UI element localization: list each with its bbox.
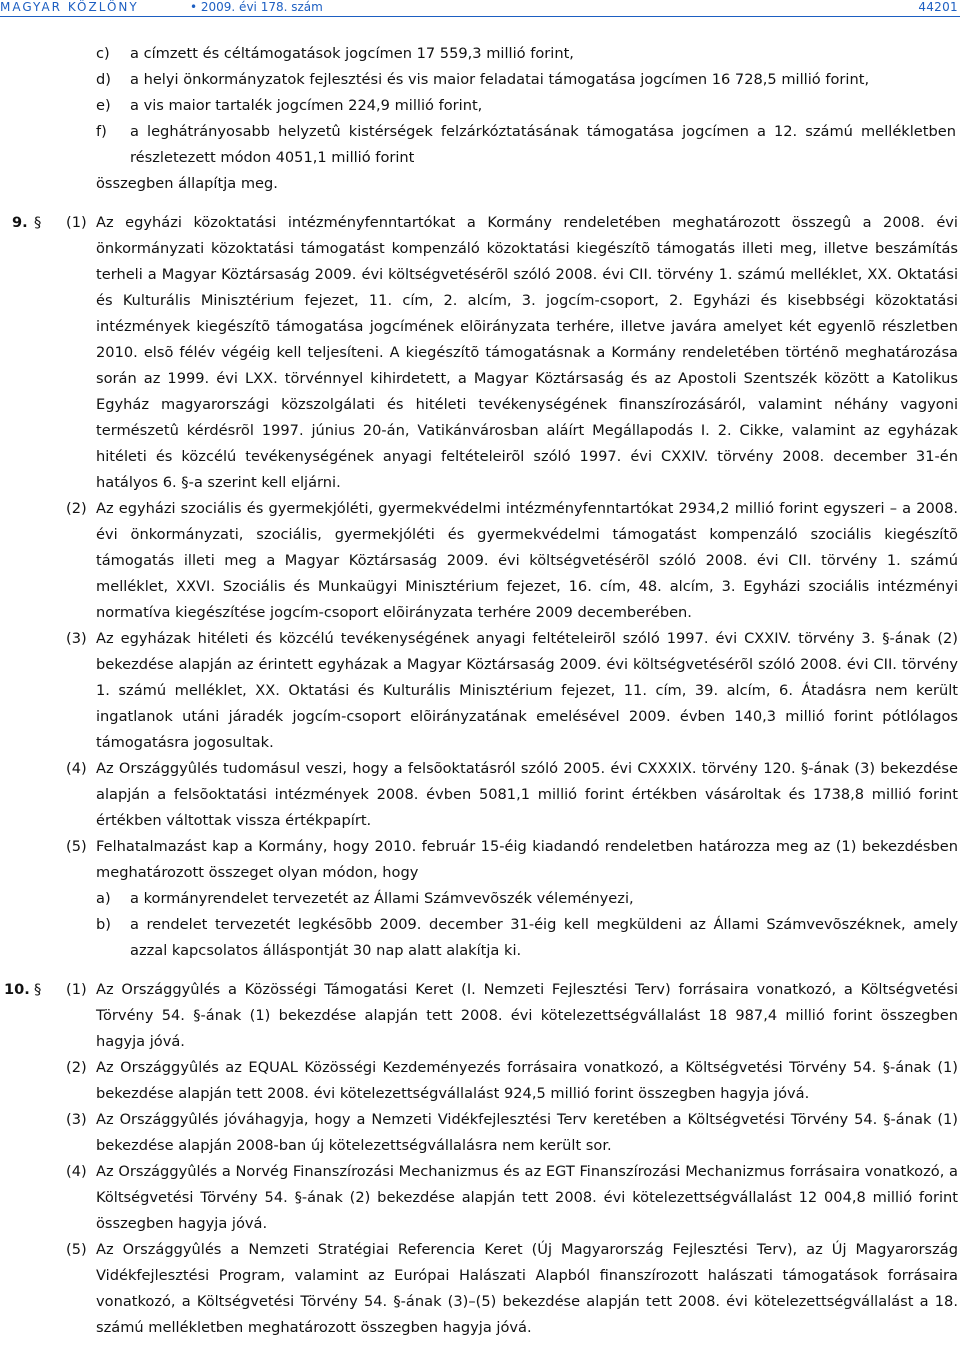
paragraph-text: Az Országgyûlés jóváhagyja, hogy a Nemzeti Vidékfejlesztési Terv keretében a Költségvetési Törvény 54. §-ának (1) bekezdése alapján 2008-ban új kötelezettségvállalásra nem került sor. (96, 1111, 958, 1154)
paragraph-10-1 (0, 977, 958, 1055)
document-body (0, 41, 960, 1341)
section-number: 9. (12, 214, 28, 231)
paragraph-marker: (2) (66, 1059, 87, 1076)
list-marker: f) (96, 123, 107, 140)
list-item-e (0, 93, 960, 119)
paragraph-text: Az Országgyûlés az EQUAL Közösségi Kezdeményezés forrásaira vonatkozó, a Költségvetési Törvény 54. §-ának (1) bekezdése alapján tett 2008. évi kötelezettségvállalást 924,5 millió forint összegben hagyja jóvá. (96, 1059, 958, 1102)
paragraph-9-3 (0, 626, 958, 756)
closing-line: összegben állapítja meg. (96, 175, 278, 192)
list-item-text: a leghátrányosabb helyzetû kistérségek felzárkóztatásának támogatása jogcímen a 12. számú mellékletben részletezett módon 4051,1 millió forint (130, 123, 956, 166)
list-item-f (0, 119, 956, 171)
page-number: 44201 (918, 0, 958, 14)
paragraph-9-4 (0, 756, 958, 834)
subitem-text: a kormányrendelet tervezetét az Állami Számvevõszék véleményezi, (130, 890, 634, 907)
paragraph-marker: (1) (66, 981, 87, 998)
paragraph-marker: (3) (66, 1111, 87, 1128)
paragraph-text: Az Országgyûlés tudomásul veszi, hogy a felsõoktatásról szóló 2005. évi CXXXIX. törvény 120. §-ának (3) bekezdése alapján a felsõoktatási intézmények 2008. évben 5081,1 millió forint értékben vásároltak és 1738,8 millió forint értékben váltottak vissza értékpapírt. (96, 760, 958, 829)
paragraph-text: Az egyházi közoktatási intézményfenntartókat a Kormány rendeletében meghatározott összegû a 2008. évi önkormányzati közoktatási támogatást kompenzáló közoktatási kiegészítõ támogatás illeti meg, illetve beszámítás terheli a Magyar Köztársaság 2009. évi költségvetésérõl szóló 2008. évi CII. törvény 1. számú melléklet, XX. Oktatási és Kulturális Minisztérium fejezet, 11. cím, 2. alcím, 3. jogcím-csoport, 2. Egyházi és kisebbségi közoktatási intézmények kiegészítõ támogatása jogcímének elõirányzata terhére, illetve javára amelyet két egyenlõ részletben 2010. elsõ félév végéig kell teljesíteni. A kiegészítõ támogatásnak a Kormány rendeletében történõ meghatározása során az 1999. évi LXX. törvénnyel kihirdetett, a Magyar Köztársaság és az Apostoli Szentszék között a Katolikus Egyház magyarországi közszolgálati és hitéleti tevékenységének finanszírozásáról, valamint néhány vagyoni természetû kérdésrõl 1997. június 20-án, Vatikánvárosban aláírt Megállapodás I. 2. Cikke, valamint az egyházak hitéleti és közcélú tevékenységének anyagi feltételeirõl szóló 1997. évi CXXIV. törvény 2008. december 31-én hatályos 6. §-a szerint kell eljárni. (96, 214, 958, 491)
list-item-c (0, 41, 960, 67)
section-sign: § (34, 981, 42, 998)
top-list (0, 41, 960, 197)
list-item-text: a vis maior tartalék jogcímen 224,9 millió forint, (130, 97, 483, 114)
list-marker: c) (96, 45, 110, 62)
paragraph-9-1 (0, 210, 958, 496)
section-number: 10. (4, 981, 30, 998)
list-item-d (0, 67, 960, 93)
paragraph-9-2 (0, 496, 958, 626)
list-marker: d) (96, 71, 111, 88)
paragraph-10-5 (0, 1237, 958, 1341)
publication-title: MAGYAR KÖZLÖNY (0, 0, 139, 14)
paragraph-marker: (3) (66, 630, 87, 647)
paragraph-10-3 (0, 1107, 958, 1159)
spacer (0, 964, 960, 977)
paragraph-9-5 (0, 834, 958, 886)
paragraph-text: Az Országgyûlés a Közösségi Támogatási Keret (I. Nemzeti Fejlesztési Terv) forrásaira vonatkozó, a Költségvetési Törvény 54. §-ának (1) bekezdése alapján tett 2008. évi kötelezettségvállalást 18 987,4 millió forint összegben hagyja jóvá. (96, 981, 958, 1050)
paragraph-marker: (1) (66, 214, 87, 231)
section-sign: § (34, 214, 42, 231)
spacer (0, 197, 960, 210)
subitem-marker: a) (96, 890, 111, 907)
subitem-text: a rendelet tervezetét legkésõbb 2009. december 31-éig kell megküldeni az Állami Számvevõszéknek, amely azzal kapcsolatos álláspontját 30 nap alatt alakítja ki. (130, 916, 958, 959)
header-divider (0, 16, 960, 17)
subitem-a (0, 886, 958, 912)
paragraph-marker: (4) (66, 760, 87, 777)
paragraph-text: Az egyházi szociális és gyermekjóléti, gyermekvédelmi intézményfenntartókat 2934,2 millió forint egyszeri – a 2008. évi önkormányzati, szociális, gyermekjóléti és gyermekvédelmi támogatást kompenzáló szociális kiegészítõ támogatás illeti meg a Magyar Köztársaság 2009. évi költségvetésérõl szóló 2008. évi CII. törvény 1. számú melléklet, XXVI. Szociális és Munkaügyi Minisztérium fejezet, 16. cím, 48. alcím, 3. Egyházi szociális intézményi normatíva kiegészítése jogcím-csoport elõirányzata terhére 2009 decemberében. (96, 500, 958, 621)
paragraph-text: Az egyházak hitéleti és közcélú tevékenységének anyagi feltételeirõl szóló 1997. évi CXXIV. törvény 3. §-ának (2) bekezdése alapján az érintett egyházak a Magyar Köztársaság 2009. évi költségvetésérõl szóló 2008. évi CII. törvény 1. számú melléklet, XX. Oktatási és Kulturális Minisztérium fejezet, 11. cím, 39. alcím, 6. Átadásra nem került ingatlanok utáni járadék jogcím-csoport elõirányzatának emelésével 2009. évben 140,3 millió forint pótlólagos támogatásra jogosultak. (96, 630, 958, 751)
list-marker: e) (96, 97, 111, 114)
paragraph-text: Felhatalmazást kap a Kormány, hogy 2010. február 15-éig kiadandó rendeletben határozza meg az (1) bekezdésben meghatározott összeget olyan módon, hogy (96, 838, 958, 881)
list-item-text: a helyi önkormányzatok fejlesztési és vis maior feladatai támogatása jogcímen 16 728,5 millió forint, (130, 71, 870, 88)
paragraph-marker: (5) (66, 838, 87, 855)
subitem-b (0, 912, 958, 964)
list-item-text: a címzett és céltámogatások jogcímen 17 559,3 millió forint, (130, 45, 574, 62)
paragraph-10-2 (0, 1055, 958, 1107)
paragraph-10-4 (0, 1159, 958, 1237)
paragraph-text: Az Országgyûlés a Norvég Finanszírozási Mechanizmus és az EGT Finanszírozási Mechanizmus forrásaira vonatkozó, a Költségvetési Törvény 54. §-ának (2) bekezdése alapján tett 2008. évi kötelezettségvállalást 12 004,8 millió forint összegben hagyja jóvá. (96, 1163, 958, 1232)
paragraph-text: Az Országgyûlés a Nemzeti Stratégiai Referencia Keret (Új Magyarország Fejlesztési Terv), az Új Magyarország Vidékfejlesztési Program, valamint az Európai Halászati Alapból finanszírozott halászati támogatások forrásaira vonatkozó, a Költségvetési Törvény 54. §-ának (3)–(5) bekezdése alapján tett 2008. évi kötelezettségvállalást a 18. számú mellékletben meghatározott összegben hagyja jóvá. (96, 1241, 958, 1336)
paragraph-marker: (5) (66, 1241, 87, 1258)
subitem-marker: b) (96, 916, 111, 933)
paragraph-marker: (2) (66, 500, 87, 517)
section-9 (0, 210, 960, 964)
paragraph-marker: (4) (66, 1163, 87, 1180)
section-10 (0, 977, 960, 1341)
page-header (0, 0, 960, 14)
issue-date: • 2009. évi 178. szám (190, 0, 323, 14)
